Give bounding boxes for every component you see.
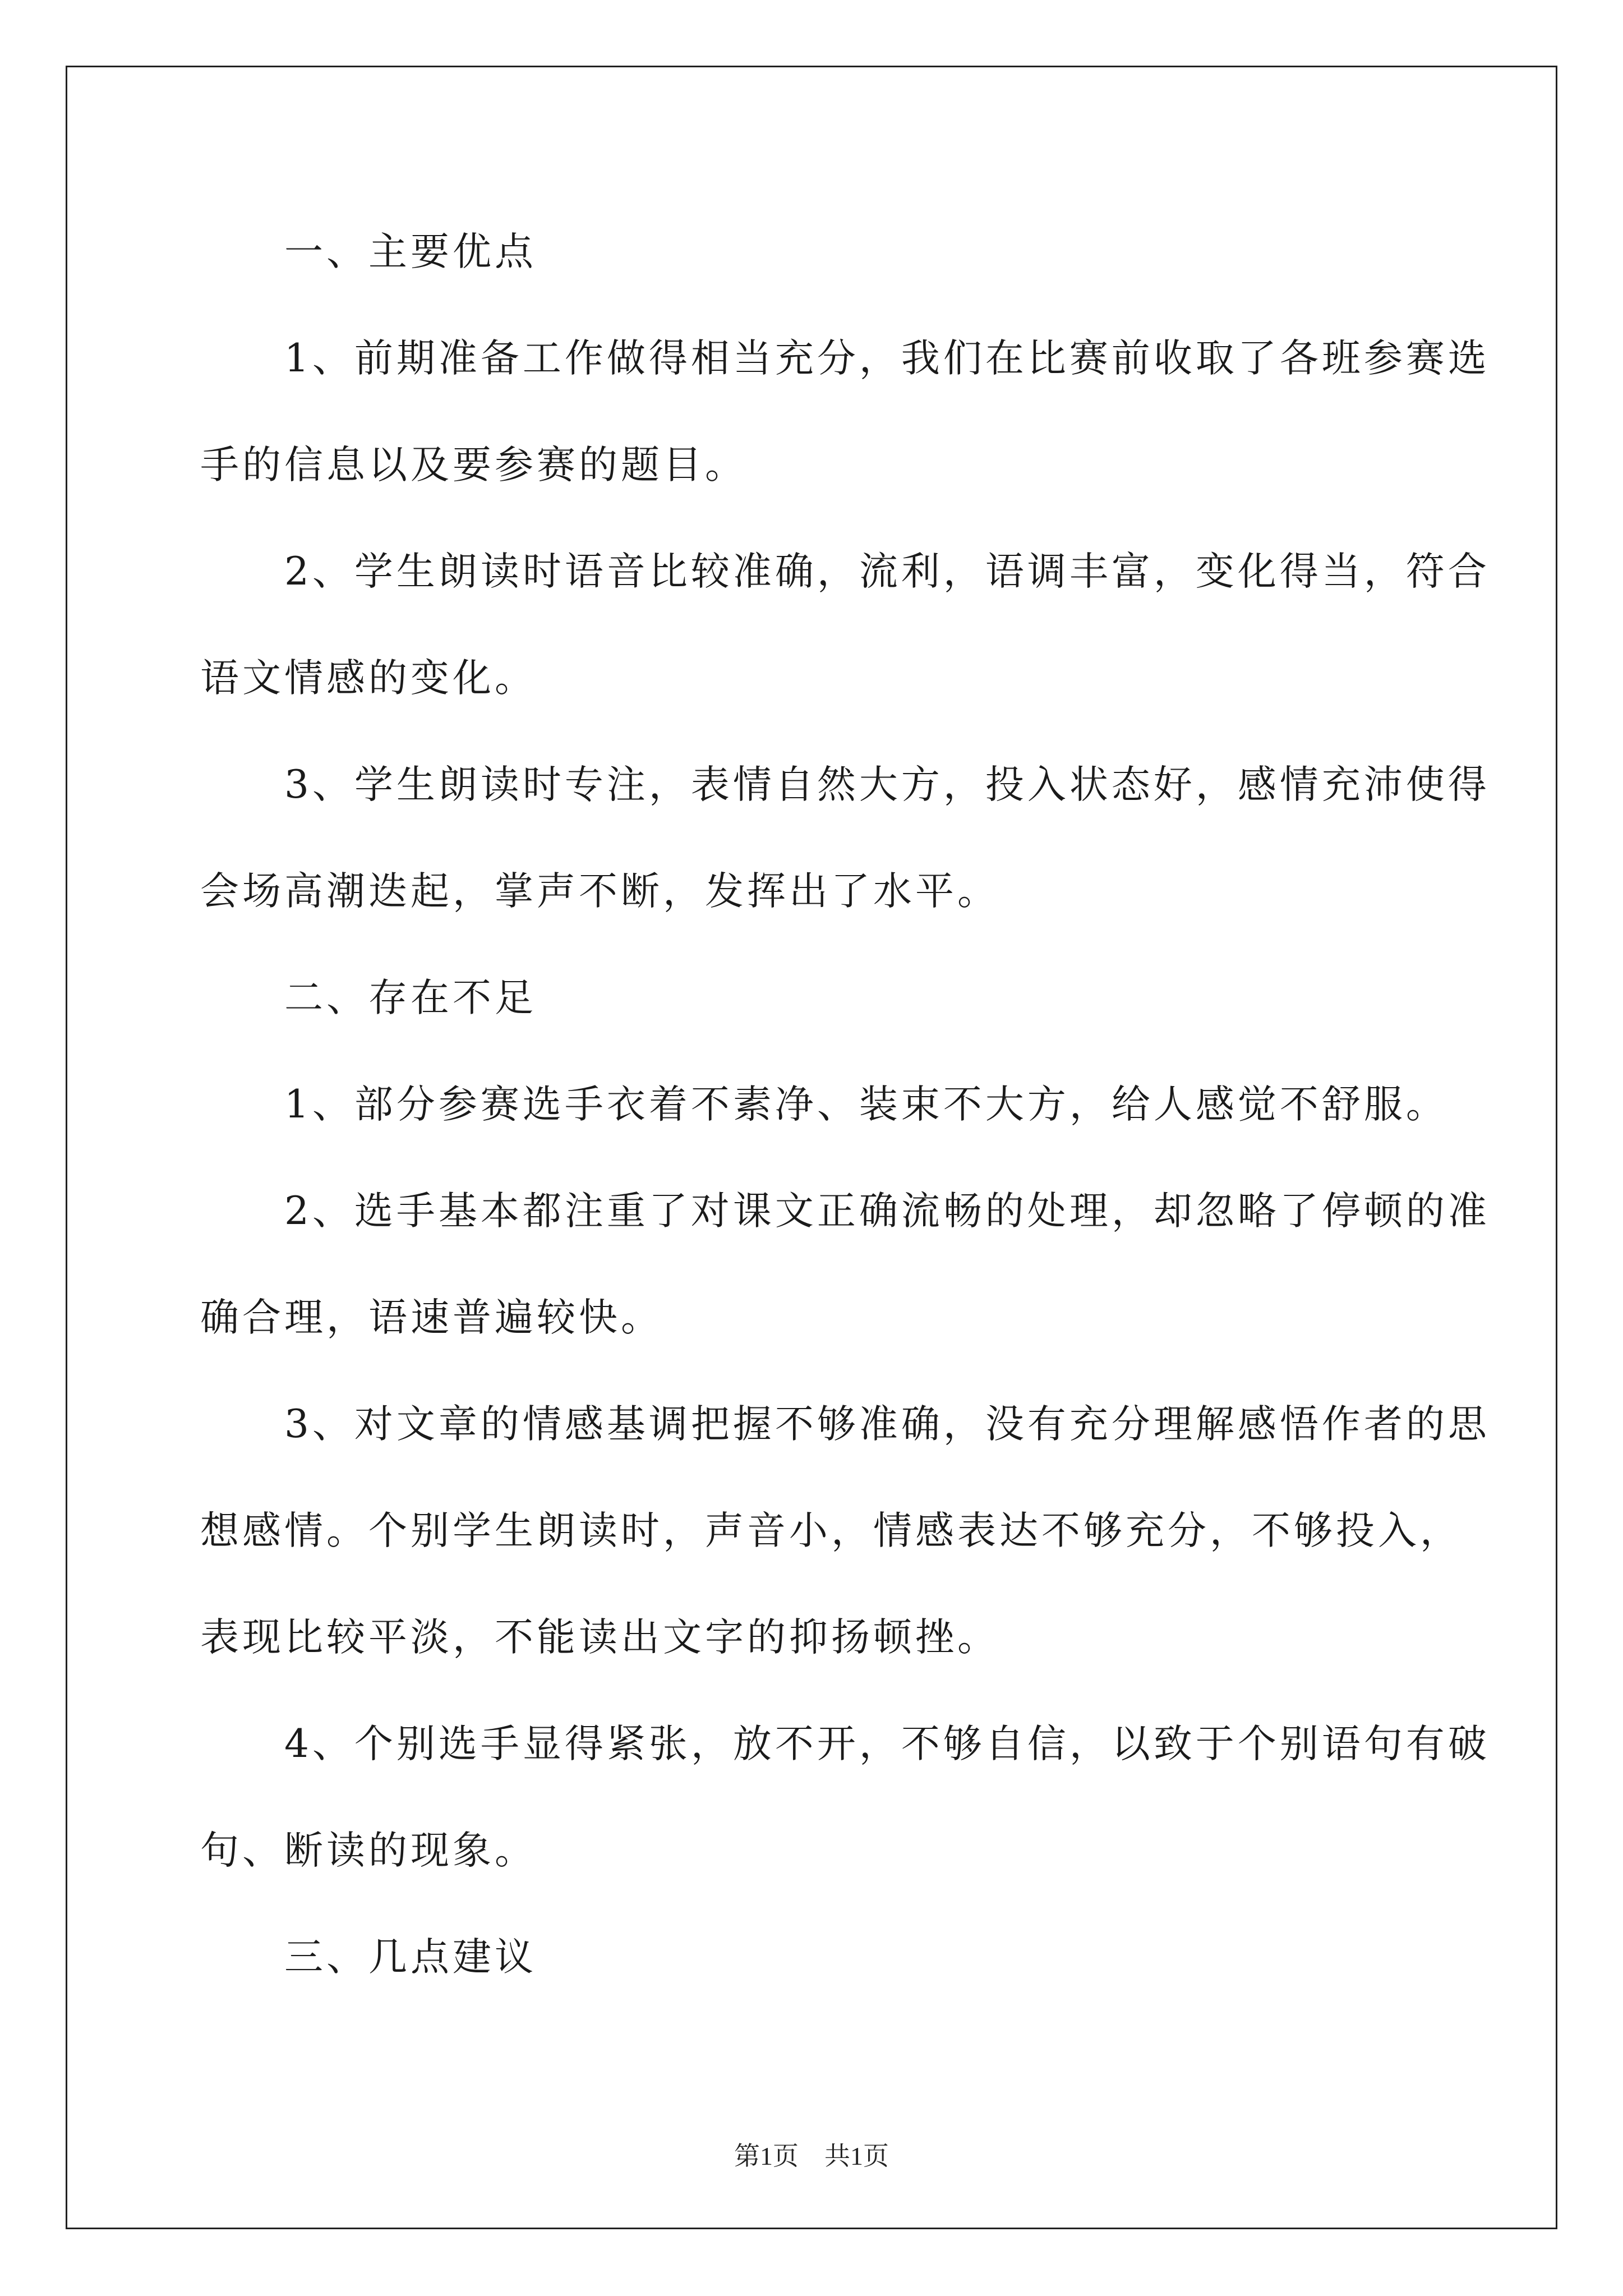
paragraph-line: 2、选手基本都注重了对课文正确流畅的处理，却忽略了停顿的准	[200, 1189, 1490, 1234]
section-heading: 一、主要优点	[200, 229, 537, 274]
paragraph-line: 想感情。个别学生朗读时，声音小，情感表达不够充分，不够投入，	[200, 1508, 1462, 1553]
paragraph-line: 表现比较平淡，不能读出文字的抑扬顿挫。	[200, 1615, 999, 1660]
page-border	[66, 66, 1557, 2229]
paragraph-line: 4、个别选手显得紧张，放不开，不够自信，以致于个别语句有破	[200, 1722, 1490, 1766]
paragraph-line: 1、前期准备工作做得相当充分，我们在比赛前收取了各班参赛选	[200, 336, 1490, 381]
paragraph-line: 确合理，语速普遍较快。	[200, 1295, 663, 1340]
paragraph-line: 1、部分参赛选手衣着不素净、装束不大方，给人感觉不舒服。	[200, 1082, 1448, 1127]
page-number: 第1页	[734, 2142, 799, 2170]
paragraph-line: 手的信息以及要参赛的题目。	[200, 443, 747, 487]
section-heading: 三、几点建议	[200, 1935, 537, 1980]
paragraph-line: 会场高潮迭起，掌声不断，发挥出了水平。	[200, 869, 999, 914]
page-footer	[0, 2143, 1623, 2169]
paragraph-line: 3、学生朗读时专注，表情自然大方，投入状态好，感情充沛使得	[200, 762, 1490, 807]
paragraph-line: 句、断读的现象。	[200, 1828, 537, 1873]
paragraph-line: 3、对文章的情感基调把握不够准确，没有充分理解感悟作者的思	[200, 1402, 1490, 1447]
paragraph-line: 语文情感的变化。	[200, 656, 537, 701]
section-heading: 二、存在不足	[200, 976, 537, 1020]
paragraph-line: 2、学生朗读时语音比较准确，流利，语调丰富，变化得当，符合	[200, 549, 1490, 594]
page-total: 共1页	[824, 2142, 889, 2170]
